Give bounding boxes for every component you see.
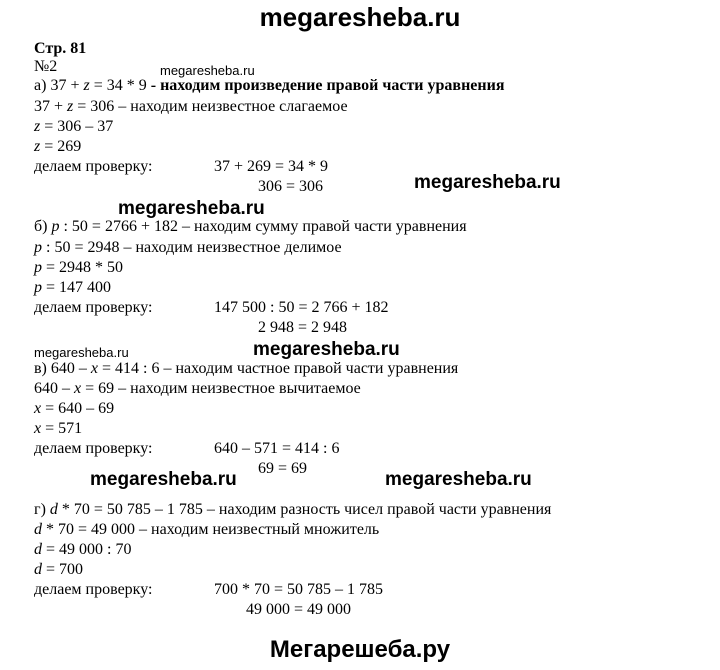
part-b-line-1 bbox=[34, 218, 467, 236]
part-a-note: - находим произведение правой части уравнения bbox=[150, 77, 505, 94]
part-a-letter: а) bbox=[34, 77, 47, 94]
check-label: делаем проверку: bbox=[34, 158, 153, 175]
part-g-line-1 bbox=[34, 501, 551, 519]
watermark: megaresheba.ru bbox=[253, 339, 400, 360]
part-g-check-1: 700 * 70 = 50 785 – 1 785 bbox=[214, 581, 384, 598]
part-b-equation: p : 50 = 2766 + 182 – находим сумму правой части уравнения bbox=[51, 218, 467, 235]
check-label: делаем проверку: bbox=[34, 440, 153, 457]
watermark: megaresheba.ru bbox=[90, 469, 237, 490]
watermark: megaresheba.ru bbox=[385, 469, 532, 490]
part-b-line-3: p = 2948 * 50 bbox=[34, 259, 124, 276]
page-label: Стр. 81 bbox=[34, 40, 87, 57]
part-v-line-2: 640 – x = 69 – находим неизвестное вычитаемое bbox=[34, 380, 361, 397]
part-a-check-1: 37 + 269 = 34 * 9 bbox=[214, 158, 329, 175]
part-a-line-3: z = 306 – 37 bbox=[34, 118, 114, 135]
part-a-line-2: 37 + z = 306 – находим неизвестное слагаемое bbox=[34, 98, 348, 115]
part-v-line-1 bbox=[34, 360, 458, 378]
part-a-line-4: z = 269 bbox=[34, 138, 82, 155]
part-b-line-2: p : 50 = 2948 – находим неизвестное делимое bbox=[34, 239, 342, 256]
part-a-check-2: 306 = 306 bbox=[258, 178, 324, 195]
site-footer: Мегарешеба.ру bbox=[269, 636, 451, 663]
part-b-check-2: 2 948 = 2 948 bbox=[258, 319, 348, 336]
part-g-line-2: d * 70 = 49 000 – находим неизвестный множитель bbox=[34, 521, 380, 538]
watermark: megaresheba.ru bbox=[160, 63, 255, 78]
part-v-line-4: x = 571 bbox=[34, 420, 83, 437]
part-v-equation: 640 – x = 414 : 6 – находим частное правой части уравнения bbox=[46, 360, 459, 377]
part-g-line-3: d = 49 000 : 70 bbox=[34, 541, 132, 558]
part-g-line-4: d = 700 bbox=[34, 561, 84, 578]
part-g-equation: d * 70 = 50 785 – 1 785 – находим разность чисел правой части уравнения bbox=[49, 501, 552, 518]
watermark: megaresheba.ru bbox=[34, 345, 129, 360]
part-g-check-2: 49 000 = 49 000 bbox=[246, 601, 352, 618]
check-label: делаем проверку: bbox=[34, 581, 153, 598]
part-v-letter: в) bbox=[34, 360, 47, 377]
task-label: №2 bbox=[34, 58, 58, 75]
part-b-line-4: p = 147 400 bbox=[34, 279, 112, 296]
part-g-letter: г) bbox=[34, 501, 46, 518]
watermark: megaresheba.ru bbox=[118, 198, 265, 219]
check-label: делаем проверку: bbox=[34, 299, 153, 316]
site-header: megaresheba.ru bbox=[259, 2, 461, 32]
part-v-check-1: 640 – 571 = 414 : 6 bbox=[214, 440, 340, 457]
part-a-equation: 37 + z = 34 * 9 bbox=[46, 77, 151, 94]
part-b-letter: б) bbox=[34, 218, 48, 235]
watermark: megaresheba.ru bbox=[414, 172, 561, 193]
part-v-line-3: x = 640 – 69 bbox=[34, 400, 115, 417]
part-a-line-1 bbox=[34, 77, 504, 95]
part-b-check-1: 147 500 : 50 = 2 766 + 182 bbox=[214, 299, 389, 316]
part-v-check-2: 69 = 69 bbox=[258, 460, 308, 477]
